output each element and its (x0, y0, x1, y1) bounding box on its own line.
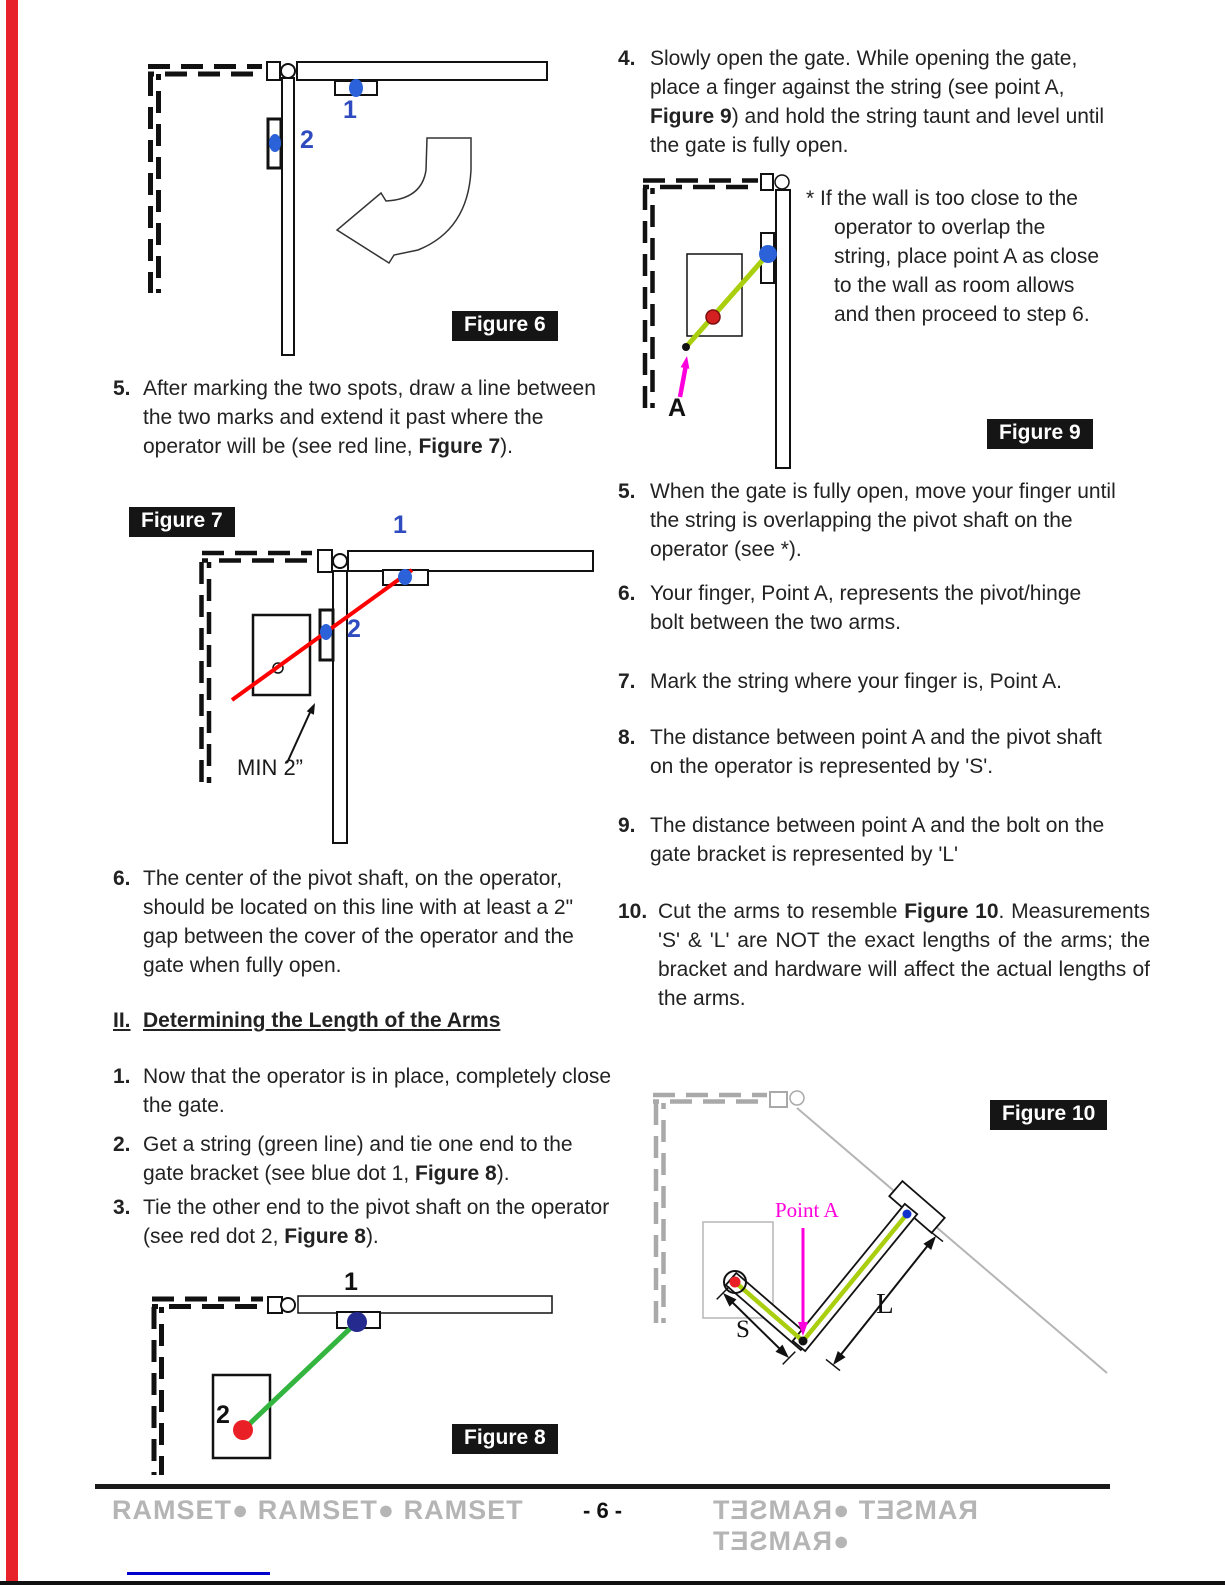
step-number: 10. (618, 900, 648, 923)
section-title: Determining the Length of the Arms (143, 1009, 501, 1032)
s-dimension-label: S (736, 1316, 750, 1343)
step-number: 6. (618, 582, 636, 605)
blue-dot-1 (349, 79, 363, 97)
red-dot (730, 1277, 741, 1288)
figure7-label-2: 2 (347, 615, 361, 643)
step-number: 6. (113, 867, 131, 890)
step-number: 9. (618, 814, 636, 837)
step-number: 7. (618, 670, 636, 693)
step-6-right (618, 579, 1120, 637)
step-9-right (618, 811, 1120, 869)
link-underline[interactable] (127, 1572, 270, 1575)
step-8-right (618, 723, 1120, 781)
step-number: 5. (618, 480, 636, 503)
hinge-circle (333, 554, 347, 568)
swing-direction-arrow (337, 138, 471, 263)
step-6-left (113, 864, 613, 980)
blue-dot (903, 1210, 912, 1219)
figure6-label-2: 2 (300, 126, 314, 154)
gate-bar (348, 551, 593, 571)
figure8-label-2: 2 (216, 1401, 230, 1429)
step-10-right (618, 897, 1150, 1013)
figure7-drawing (125, 505, 600, 850)
blue-dot-2 (269, 134, 281, 152)
step-text: After marking the two spots, draw a line between the two marks and extend it past where the operator will be (see red line, Figure 7). (143, 377, 596, 458)
step-number: 3. (113, 1196, 131, 1219)
red-dot (706, 310, 720, 324)
footer-rule (95, 1484, 1110, 1489)
gate-bar (297, 62, 547, 80)
hinge-circle-gray (790, 1091, 804, 1105)
gate-bar (298, 1296, 552, 1313)
step-text: Get a string (green line) and tie one end to the gate bracket (see blue dot 1, Figure 8). (143, 1133, 573, 1185)
min-gap-arrowhead (307, 703, 315, 715)
step-number: 1. (113, 1065, 131, 1088)
hinge-circle (775, 175, 789, 189)
hinge-post-square-gray (770, 1092, 787, 1107)
point-a-dot (682, 343, 690, 351)
point-a-arrow (680, 367, 686, 397)
figure6-caption: Figure 6 (452, 311, 558, 341)
hinge-post-square (268, 1297, 282, 1313)
page-number: - 6 - (583, 1498, 623, 1523)
page-bottom-rule (0, 1581, 1225, 1585)
step-number: 8. (618, 726, 636, 749)
step-text: When the gate is fully open, move your finger until the string is overlapping the pivot shaft on the operator (see *). (650, 480, 1116, 561)
step-number: 5. (113, 377, 131, 400)
step-text: Tie the other end to the pivot shaft on the operator (see red dot 2, Figure 8). (143, 1196, 610, 1248)
step-text: Cut the arms to resemble Figure 10. Measurements 'S' & 'L' are NOT the exact lengths of the arms; the bracket and hardware will affect the actual lengths of the arms. (658, 900, 1150, 1010)
step-1-left (113, 1062, 613, 1120)
hinge-circle (281, 64, 295, 78)
step-text: Now that the operator is in place, completely close the gate. (143, 1065, 612, 1117)
figure-7 (125, 505, 600, 850)
step-text: Slowly open the gate. While opening the gate, place a finger against the string (see point A, Figure 9) and hold the string taunt and level until the gate is fully open. (650, 47, 1105, 157)
figure9-caption: Figure 9 (987, 419, 1093, 449)
operator-box (253, 615, 310, 695)
wall-too-close-note: * If the wall is too close to the operator to overlap the string, place point A as close to the wall as room allows and then proceed to step 6. (806, 187, 1099, 326)
point-a-label: Point A (775, 1198, 839, 1222)
step-3-left (113, 1193, 613, 1251)
figure8-caption: Figure 8 (452, 1424, 558, 1454)
step-text: Your finger, Point A, represents the pivot/hinge bolt between the two arms. (650, 582, 1082, 634)
step-text: The distance between point A and the bolt on the gate bracket is represented by 'L' (650, 814, 1105, 866)
step-text: Mark the string where your finger is, Point A. (650, 670, 1063, 693)
hinge-post-square (267, 62, 280, 80)
footer-brand-left: RAMSET● RAMSET● RAMSET (112, 1495, 524, 1525)
step-4-right (618, 44, 1120, 160)
blue-dot-2 (320, 624, 332, 640)
step-text: The distance between point A and the pivot shaft on the operator is represented by 'S'. (650, 726, 1102, 778)
section-2-heading (113, 1006, 613, 1035)
step-2-left (113, 1130, 613, 1188)
l-dimension-label: L (876, 1288, 894, 1320)
blue-dot-1 (398, 569, 412, 585)
l-arrowhead (833, 1351, 846, 1365)
figure8-label-1: 1 (344, 1268, 358, 1296)
section-number: II. (113, 1009, 131, 1032)
figure7-label-1: 1 (393, 511, 407, 539)
figure10-caption: Figure 10 (990, 1100, 1107, 1130)
gate-post (333, 571, 347, 843)
step-number: 4. (618, 47, 636, 70)
step-5-right (618, 477, 1120, 564)
step-number: 2. (113, 1133, 131, 1156)
hinge-post-square (318, 550, 332, 572)
blue-dot (759, 245, 777, 263)
navy-dot-1 (347, 1312, 367, 1332)
page-edge-red-stripe (6, 0, 18, 1585)
point-a-dot (799, 1337, 808, 1346)
step-7-right (618, 667, 1130, 696)
hinge-post-square (761, 174, 773, 190)
min-gap-label: MIN 2” (237, 755, 303, 780)
red-dot-2 (233, 1420, 253, 1440)
gate-post (282, 78, 294, 355)
gate-post (776, 190, 790, 468)
point-a-label: A (668, 394, 687, 422)
step-text: The center of the pivot shaft, on the operator, should be located on this line with at least a 2" gap between the cover of the operator and the gate when fully open. (143, 867, 574, 977)
footer-brand-right (712, 1495, 1110, 1557)
figure7-caption: Figure 7 (129, 507, 235, 537)
step-5-left (113, 374, 613, 461)
point-a-arrowhead (681, 356, 690, 369)
footer-brand-right-text: RAMSET ●RAMSET ●RAMSET (712, 1495, 978, 1556)
open-gate-line-gray (797, 1108, 1107, 1373)
hinge-circle (281, 1298, 295, 1312)
figure6-label-1: 1 (343, 96, 357, 124)
